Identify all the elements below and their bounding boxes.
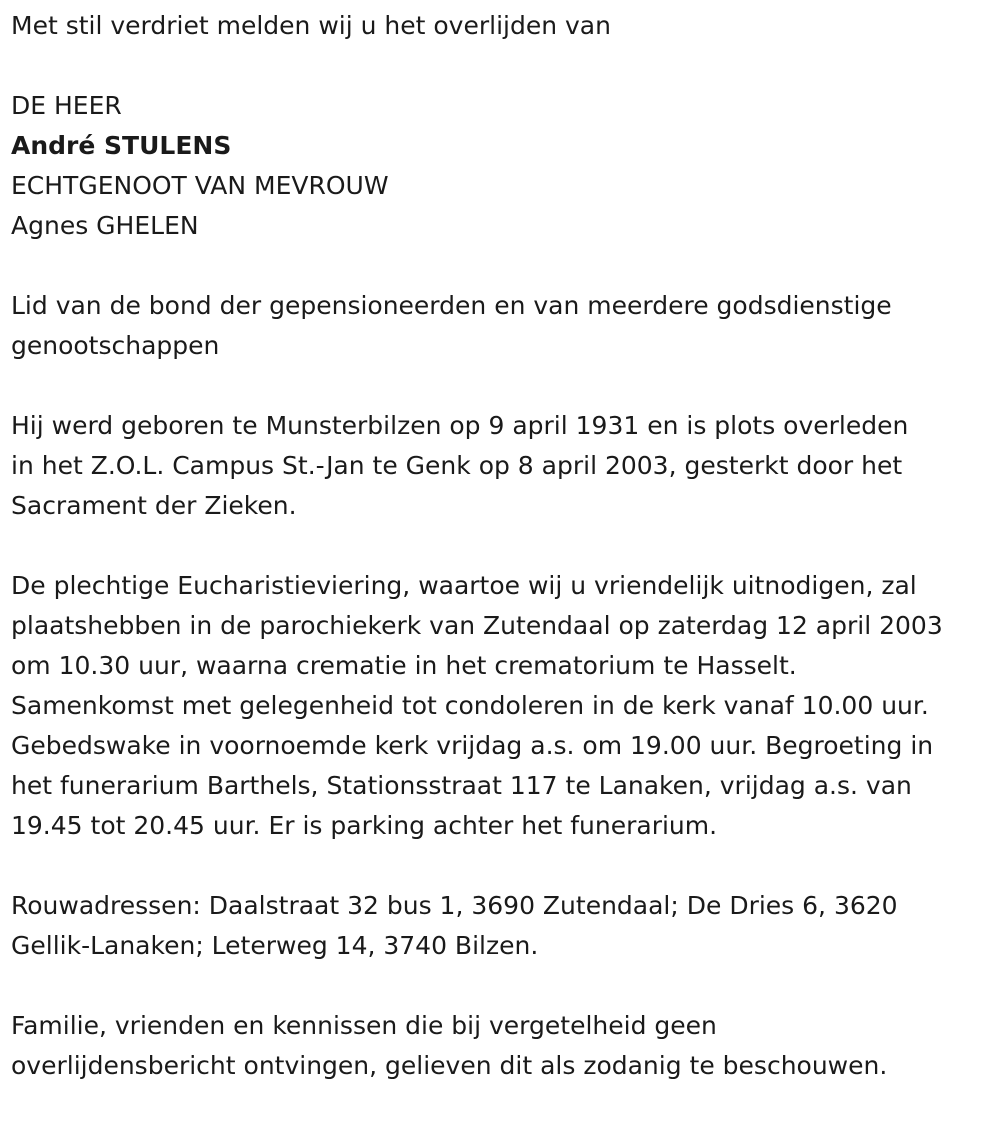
address-line: Rouwadressen: Daalstraat 32 bus 1, 3690 Zutendaal; De Dries 6, 3620 — [11, 891, 898, 920]
spacer — [11, 366, 996, 406]
intro-text: Met stil verdriet melden wij u het overlijden van — [11, 11, 611, 40]
birth-death-paragraph — [11, 406, 996, 526]
ceremony-line: om 10.30 uur, waarna crematie in het crematorium te Hasselt. — [11, 651, 797, 680]
obituary-notice — [11, 6, 996, 1086]
spacer — [11, 966, 996, 1006]
spacer — [11, 246, 996, 286]
ceremony-line: het funerarium Barthels, Stationsstraat 117 te Lanaken, vrijdag a.s. van — [11, 771, 912, 800]
ceremony-line: plaatshebben in de parochiekerk van Zutendaal op zaterdag 12 april 2003 — [11, 611, 943, 640]
address-line: Gellik-Lanaken; Leterweg 14, 3740 Bilzen. — [11, 931, 539, 960]
birth-death-line: in het Z.O.L. Campus St.-Jan te Genk op 8 april 2003, gesterkt door het — [11, 451, 903, 480]
spouse-name: Agnes GHELEN — [11, 211, 199, 240]
membership-line: genootschappen — [11, 331, 220, 360]
closing-line: overlijdensbericht ontvingen, gelieven dit als zodanig te beschouwen. — [11, 1051, 888, 1080]
birth-death-line: Sacrament der Zieken. — [11, 491, 297, 520]
deceased-name: André STULENS — [11, 131, 232, 160]
closing-paragraph — [11, 1006, 996, 1086]
ceremony-line: Gebedswake in voornoemde kerk vrijdag a.s. om 19.00 uur. Begroeting in — [11, 731, 934, 760]
ceremony-paragraph — [11, 566, 996, 846]
spacer — [11, 46, 996, 86]
membership-line: Lid van de bond der gepensioneerden en van meerdere godsdienstige — [11, 291, 892, 320]
closing-line: Familie, vrienden en kennissen die bij vergetelheid geen — [11, 1011, 717, 1040]
spacer — [11, 526, 996, 566]
ceremony-line: Samenkomst met gelegenheid tot condoleren in de kerk vanaf 10.00 uur. — [11, 691, 929, 720]
deceased-heading — [11, 86, 996, 246]
ceremony-line: 19.45 tot 20.45 uur. Er is parking achter het funerarium. — [11, 811, 718, 840]
birth-death-line: Hij werd geboren te Munsterbilzen op 9 april 1931 en is plots overleden — [11, 411, 909, 440]
addresses-paragraph — [11, 886, 996, 966]
membership-paragraph — [11, 286, 996, 366]
title-text: DE HEER — [11, 91, 122, 120]
ceremony-line: De plechtige Eucharistieviering, waartoe wij u vriendelijk uitnodigen, zal — [11, 571, 917, 600]
spouse-label: ECHTGENOOT VAN MEVROUW — [11, 171, 389, 200]
spacer — [11, 846, 996, 886]
